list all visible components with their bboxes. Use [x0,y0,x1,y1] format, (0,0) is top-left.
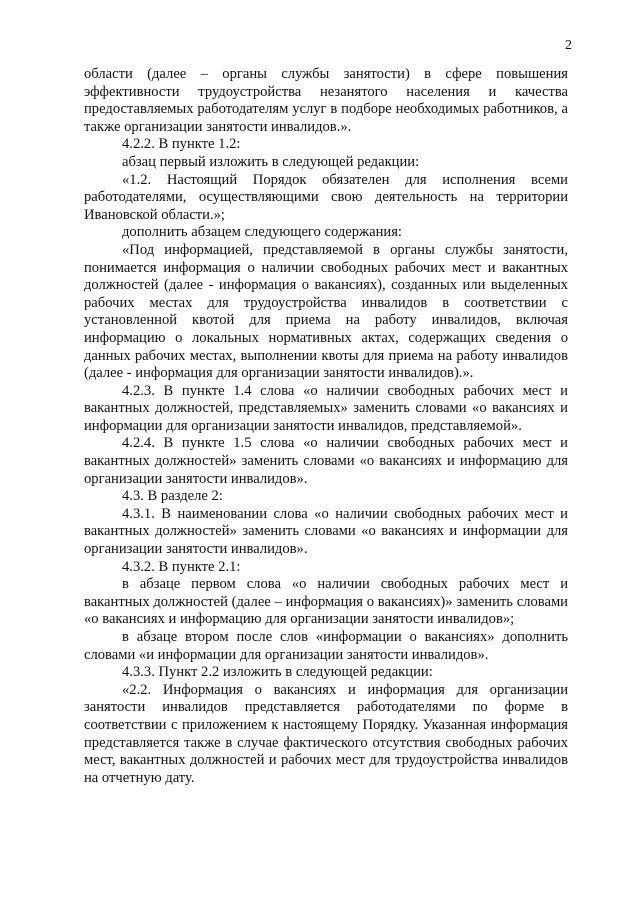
paragraph: «2.2. Информация о вакансиях и информация для организации занятости инвалидов представляется работодателями по форме в соответствии с приложением к настоящему Порядку. Указанная информация представляется также в случае фактического отсутствия свободных рабочих мест, вакантных должностей и рабочих мест для трудоустройства инвалидов на отчетную дату. [84,681,568,786]
paragraph: дополнить абзацем следующего содержания: [122,224,402,241]
paragraph: «Под информацией, представляемой в органы службы занятости, понимается информация о наличии свободных рабочих мест и вакантных должностей (далее - информация о вакансиях), созданных или выделенных рабочих местах для трудоустройства инвалидов в соответствии с установленной квотой для приема на работу инвалидов, включая информацию о локальных нормативных актах, содержащих сведения о данных рабочих местах, выполнении квоты для приема на работу инвалидов (далее - информация для организации занятости инвалидов).». [84,241,568,382]
paragraph: абзац первый изложить в следующей редакции: [122,153,420,170]
paragraph: области (далее – органы службы занятости) в сфере повышения эффективности трудоустройства незанятого населения и качества предоставляемых работодателям услуг в подборе необходимых работников, а также организации занятости инвалидов.». [84,66,568,135]
page-number: 2 [565,38,572,53]
document-body [84,66,568,787]
paragraph: 4.2.3. В пункте 1.4 слова «о наличии свободных рабочих мест и вакантных должностей, представляемых» заменить словами «о вакансиях и информации для организации занятости инвалидов, представляемой». [84,382,568,434]
paragraph: 4.2.4. В пункте 1.5 слова «о наличии свободных рабочих мест и вакантных должностей» заменить словами «о вакансиях и информацию для организации занятости инвалидов». [84,435,568,487]
paragraph: 4.3.3. Пункт 2.2 изложить в следующей редакции: [122,664,433,681]
paragraph: 4.2.2. В пункте 1.2: [122,136,241,153]
paragraph: 4.3.1. В наименовании слова «о наличии свободных рабочих мест и вакантных должностей» заменить словами «о вакансиях и информации для организации занятости инвалидов». [84,505,568,558]
paragraph: 4.3.2. В пункте 2.1: [122,558,241,575]
paragraph: «1.2. Настоящий Порядок обязателен для исполнения всеми работодателями, осуществляющими свою деятельность на территории Ивановской области.»; [84,171,568,223]
paragraph: в абзаце первом слова «о наличии свободных рабочих мест и вакантных должностей (далее – информация о вакансиях)» заменить словами «о вакансиях и информацию для организации занятости инвалидов»; [84,576,568,628]
paragraph: в абзаце втором после слов «информации о вакансиях» дополнить словами «и информации для организации занятости инвалидов». [84,629,568,663]
paragraph: 4.3. В разделе 2: [122,488,223,505]
